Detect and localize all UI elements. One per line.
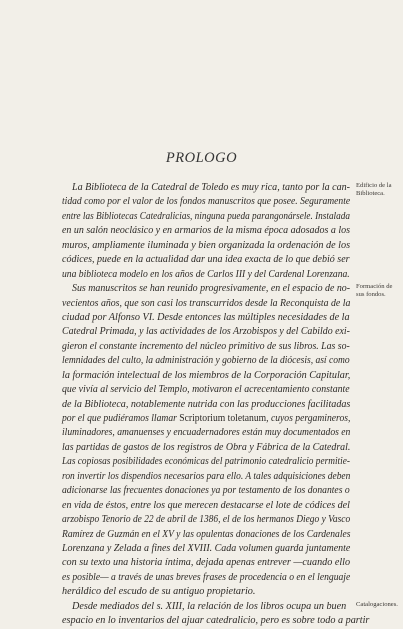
text-line: La Biblioteca de la Catedral de Toledo es muy rica, tanto por la can- [72,182,351,193]
text-line: heráldico del escudo de su antiguo propietario. [62,586,256,598]
text-line: Desde mediados del s. XIII, la relación de los libros ocupa un buen [72,600,347,612]
text-line: Catedral Primada, y las actividades de los Arzobispos y del Cabildo exi- [62,326,350,338]
page-title: PROLOGO [165,150,238,166]
text-line: las partidas de gastos de los registros de Obra y Fábrica de la Catedral. [62,441,351,453]
text-line: Las copiosas posibilidades económicas del patrimonio catedralicio permitie- [62,456,350,468]
text-line: vecientos años, que son casi los transcurridos desde la Reconquista de la [62,297,351,309]
text-line: lemnidades del culto, la administración y gobierno de la diócesis, así como [62,355,350,367]
text-line: en vida de éstos, entre los que merecen destacarse el lote de códices del [62,499,350,511]
margin-note: Edificio de la Biblioteca. [356,182,392,197]
text-line: muros, ampliamente iluminada y bien organizada la ordenación de los [62,239,351,251]
margin-note: Catalogaciones. [356,601,398,609]
text-line: de la Biblioteca, notablemente nutrida con las producciones facilitadas [62,398,351,410]
text-line: espacio en lo inventarios del ajuar catedralicio, pero es sobre todo a partir [62,615,370,627]
body-text [62,181,370,629]
text-line: es posible— a través de unas breves frases de procedencia o en el lenguaje [62,571,351,583]
text-line: gieron el constante incremento del núcleo primitivo de sus libros. Las so- [62,340,350,352]
text-line: Sus manuscritos se han reunido progresivamente, en el espacio de no- [72,283,351,295]
text-line: arzobispo Tenorio de 22 de abril de 1386, el de los hermanos Diego y Vasco [62,514,351,526]
text-line: en un salón neoclásico y en armarios de la misma época adosados a los [62,225,350,237]
margin-note: Formación de sus fondos. [356,283,393,298]
text-line: ciudad por Alfonso VI. Desde entonces las múltiples necesidades de la [62,311,350,323]
text-line: adicionarse las frecuentes donaciones ya por testamento de los donantes o [62,485,350,497]
text-line: ron invertir los dispendios necesarios para ello. A tales adquisiciones deben [62,470,351,482]
text-line: iluminadores, amanuenses y encuadernadores están muy documentados en [62,427,351,439]
text-line: Lorenzana y Zelada a fines del XVIII. Cada volumen guarda juntamente [62,542,351,554]
text-line: tidad como por el valor de los fondos manuscritos que posee. Seguramente [62,196,351,208]
text-line: que vivía al servicio del Templo, motivaron el acrecentamiento constante [62,384,350,396]
text-line: por el que pudiéramos llamar Scriptorium toletanum, cuyos pergamineros, [62,413,351,424]
text-line: la formación intelectual de los miembros de la Corporación Capitular, [62,369,351,381]
text-line: una biblioteca modelo en los años de Carlos III y del Cardenal Lorenzana. [62,268,350,280]
text-line: Ramírez de Guzmán en el XV y las opulentas donaciones de los Cardenales [62,528,351,540]
text-line: códices, puede en la actualidad dar una idea exacta de lo que debió ser [62,254,350,266]
text-line: entre las Bibliotecas Catedralicias, ninguna pueda parangonársele. Instalada [62,210,350,222]
text-line: con su texto una historia íntima, dejada apenas entrever —cuando ello [62,557,351,569]
